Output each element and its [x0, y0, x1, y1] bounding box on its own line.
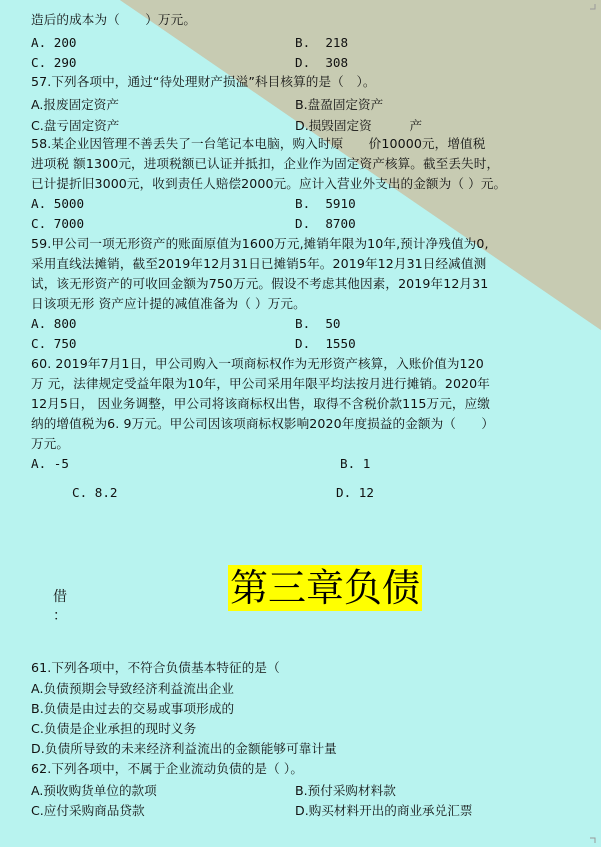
q56-option-c: C. 290 — [31, 55, 77, 70]
q57-option-d: D.损毁固定资 产 — [295, 118, 423, 133]
q60-option-c: C. 8.2 — [72, 485, 118, 500]
q61-option-a: A.负债预期会导致经济利益流出企业 — [31, 681, 235, 696]
q60-stem-line-2: 万 元，法律规定受益年限为10年，甲公司采用年限平均法按月进行摊销。2020年 — [31, 376, 490, 391]
q60-option-b: B. 1 — [340, 456, 371, 471]
q60-stem-line-4: 纳的增值税为6. 9万元。甲公司因该项商标权影响2020年度损益的金额为（ ） — [31, 416, 495, 431]
q58-option-b: B. 5910 — [295, 196, 356, 211]
q59-option-c: C. 750 — [31, 336, 77, 351]
q60-option-d: D. 12 — [336, 485, 374, 500]
q59-option-b: B. 50 — [295, 316, 341, 331]
debit-label: 借 ： — [53, 589, 67, 624]
q62-option-d: D.购买材料开出的商业承兑汇票 — [295, 803, 473, 818]
q61-stem: 61.下列各项中，不符合负债基本特征的是（ — [31, 660, 280, 675]
q60-stem-line-1: 60. 2019年7月1日，甲公司购入一项商标权作为无形资产核算，入账价值为120 — [31, 356, 484, 371]
q58-option-a: A. 5000 — [31, 196, 85, 211]
q56-option-d: D. 308 — [295, 55, 349, 70]
page-corner-mark-top — [590, 4, 596, 10]
q62-option-b: B.预付采购材料款 — [295, 783, 396, 798]
q57-option-b: B.盘盈固定资产 — [295, 97, 384, 112]
q56-option-a: A. 200 — [31, 35, 77, 50]
q62-option-a: A.预收购货单位的款项 — [31, 783, 157, 798]
q59-stem-line-4: 日该项无形 资产应计提的减值准备为（ ）万元。 — [31, 296, 306, 311]
q62-option-c: C.应付采购商品贷款 — [31, 803, 145, 818]
chapter-heading: 第三章负债 — [230, 566, 421, 610]
q60-option-a: A. -5 — [31, 456, 69, 471]
q60-stem-line-3: 12月5日， 因业务调整，甲公司将该商标权出售，取得不含税价款115万元，应缴 — [31, 396, 490, 411]
q58-stem-line-3: 已计提折旧3000元，收到责任人赔偿2000元。应计入营业外支出的金额为（ ）元。 — [31, 176, 507, 191]
q60-stem-line-5: 万元。 — [31, 436, 70, 451]
q57-option-a: A.报废固定资产 — [31, 97, 119, 112]
q61-option-d: D.负债所导致的未来经济利益流出的金额能够可靠计量 — [31, 741, 337, 756]
q57-option-c: C.盘亏固定资产 — [31, 118, 120, 133]
q59-option-d: D. 1550 — [295, 336, 356, 351]
q62-stem: 62.下列各项中，不属于企业流动负债的是（ ）。 — [31, 761, 304, 776]
page-corner-mark-bottom — [590, 837, 596, 843]
q56-stem-tail: 造后的成本为（ ）万元。 — [31, 12, 197, 27]
q58-stem-line-2: 进项税 额1300元，进项税额已认证并抵扣，企业作为固定资产核算。截至丢失时， — [31, 156, 500, 171]
q57-stem: 57.下列各项中，通过“待处理财产损溢”科目核算的是（ ）。 — [31, 74, 376, 89]
q58-option-d: D. 8700 — [295, 216, 356, 231]
q59-stem-line-2: 采用直线法摊销，截至2019年12月31日已摊销5年。2019年12月31日经减值测 — [31, 256, 487, 271]
q59-stem-line-3: 试，该无形资产的可收回金额为750万元。假设不考虑其他因素，2019年12月31 — [31, 276, 489, 291]
q61-option-c: C.负债是企业承担的现时义务 — [31, 721, 197, 736]
q59-option-a: A. 800 — [31, 316, 77, 331]
q61-option-b: B.负债是由过去的交易或事项形成的 — [31, 701, 235, 716]
q59-stem-line-1: 59.甲公司一项无形资产的账面原值为1600万元,摊销年限为10年,预计净残值为0, — [31, 236, 489, 251]
q58-option-c: C. 7000 — [31, 216, 85, 231]
q56-option-b: B. 218 — [295, 35, 349, 50]
q58-stem-line-1: 58.某企业因管理不善丢失了一台笔记本电脑，购入时原 价10000元，增值税 — [31, 136, 486, 151]
